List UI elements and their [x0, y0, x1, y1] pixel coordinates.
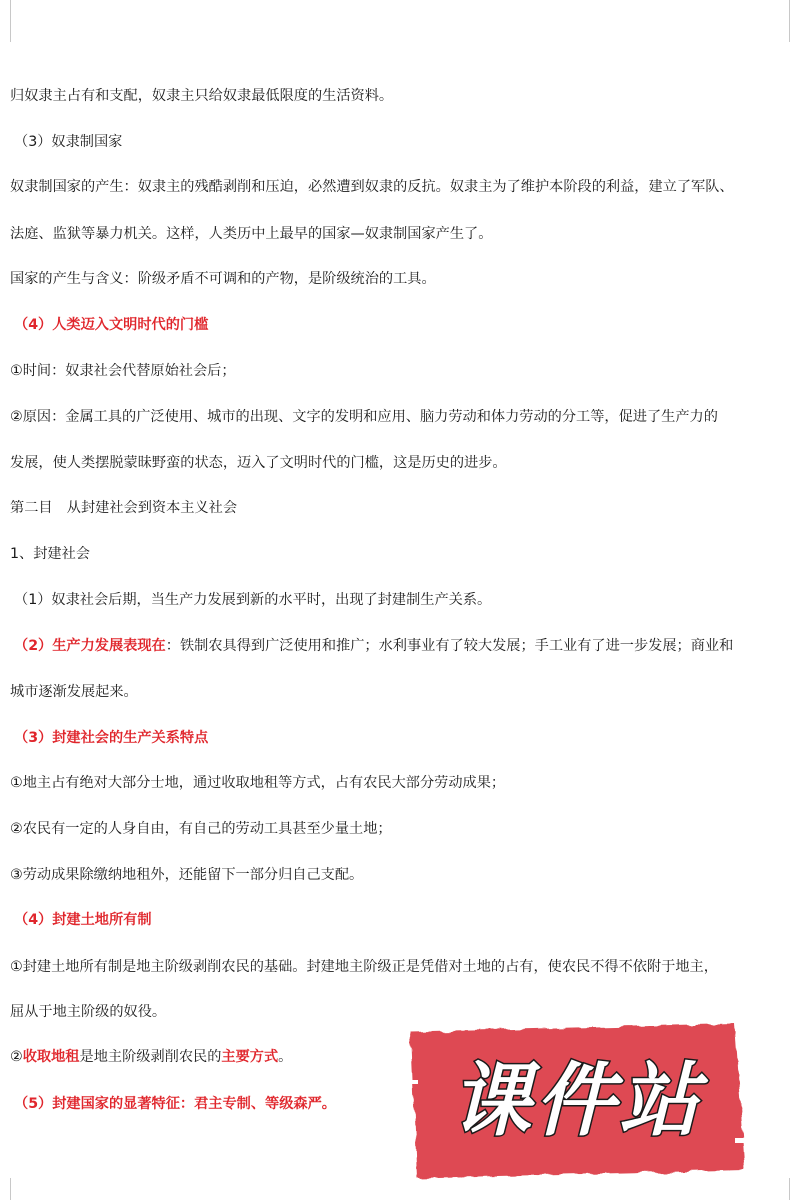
crop-mark-bottom-left	[0, 1178, 11, 1200]
list-item: ②农民有一定的人身自由，有自己的劳动工具甚至少量土地；	[10, 821, 392, 837]
paragraph-line: 国家的产生与含义：阶级矛盾不可调和的产物，是阶级统治的工具。	[10, 271, 436, 287]
paragraph-line: 城市逐渐发展起来。	[10, 684, 138, 700]
list-item: ①时间：奴隶社会代替原始社会后；	[10, 363, 236, 379]
paragraph-text: 。	[278, 1049, 293, 1065]
list-item: ①地主占有绝对大部分士地，通过收取地租等方式，占有农民大部分劳动成果；	[10, 775, 506, 791]
highlight-heading: （4）人类迈入文明时代的门槛	[14, 317, 209, 333]
list-item: ②原因：金属工具的广泛使用、城市的出现、文字的发明和应用、脑力劳动和体力劳动的分工等，促进了生产力的	[10, 409, 718, 425]
highlight-term: 收取地租	[22, 1049, 80, 1065]
paragraph-line	[14, 636, 796, 656]
paragraph-text: ：铁制农具得到广泛使用和推广；水利事业有了较大发展；手工业有了进一步发展；商业和	[165, 638, 734, 654]
chapter-heading: 第二目 从封建社会到资本主义社会	[10, 500, 238, 516]
paragraph-line: 法庭、监狱等暴力机关。这样，人类历中上最早的国家—奴隶制国家产生了。	[10, 226, 493, 242]
section-heading: 1、封建社会	[10, 546, 90, 562]
highlight-term: 主要方式	[221, 1049, 279, 1065]
paragraph-line: 发展，使人类摆脱蒙昧野蛮的状态，迈入了文明时代的门槛，这是历史的进步。	[10, 455, 507, 471]
list-item: ①封建土地所有制是地主阶级剥削农民的基础。封建地主阶级正是凭借对土地的占有，使农民不得不依附于地主，	[10, 959, 718, 975]
crop-mark-bottom-right	[789, 1178, 800, 1200]
highlight-heading: （3）封建社会的生产关系特点	[14, 730, 209, 746]
list-marker: ②	[10, 1049, 23, 1065]
paragraph-text: 是地主阶级剥削农民的	[79, 1049, 222, 1065]
crop-mark-top-right	[789, 0, 800, 42]
list-item: ③劳动成果除缴纳地租外，还能留下一部分归自己支配。	[10, 867, 364, 883]
watermark-stamp	[405, 1020, 750, 1180]
highlight-heading: （5）封建国家的显著特征：君主专制、等级森严。	[14, 1096, 336, 1112]
crop-mark-top-left	[0, 0, 11, 42]
paragraph-line: 屈从于地主阶级的奴役。	[10, 1004, 167, 1020]
section-heading: （3）奴隶制国家	[14, 134, 123, 150]
highlight-label: （2）生产力发展表现在	[14, 638, 166, 654]
paragraph-line: 归奴隶主占有和支配，奴隶主只给奴隶最低限度的生活资料。	[10, 88, 394, 104]
stamp-text: 课件站	[451, 1054, 703, 1147]
paragraph-line: 奴隶制国家的产生：奴隶主的残酷剥削和压迫，必然遭到奴隶的反抗。奴隶主为了维护本阶段的利益，建立了军队、	[10, 179, 734, 195]
paragraph-line: （1）奴隶社会后期，当生产力发展到新的水平时，出现了封建制生产关系。	[14, 592, 492, 608]
highlight-heading: （4）封建土地所有制	[14, 912, 152, 928]
